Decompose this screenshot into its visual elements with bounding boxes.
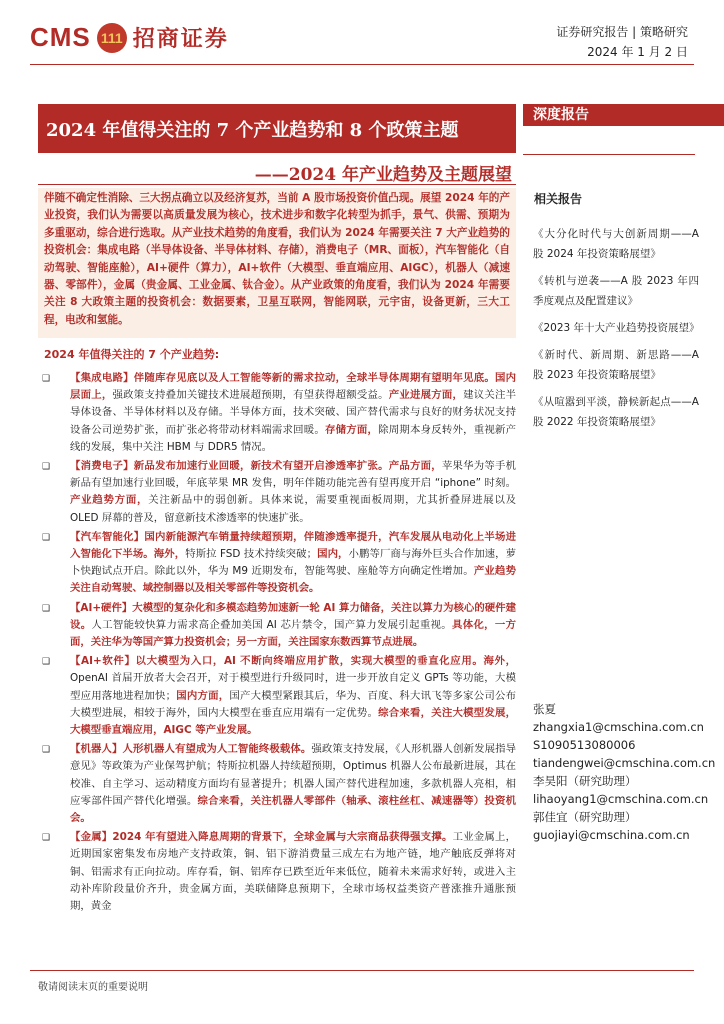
report-title: 2024 年值得关注的 7 个产业趋势和 8 个政策主题 [46, 120, 459, 141]
subtitle-divider [38, 184, 516, 185]
report-category: 证券研究报告 | 策略研究 [556, 25, 688, 39]
footer-divider [30, 970, 694, 971]
trend-item-consumer-electronics [38, 458, 516, 527]
related-report-link[interactable]: 《转机与逆袭——A 股 2023 年四季度观点及配置建议》 [533, 275, 699, 307]
trend-body: 强政策支持叠加关键技术进展超预期，有望获得超额受益。 [112, 389, 389, 402]
trend-body: 苹果华为等手机新品有望加速行业回暖，年底苹果 MR 发售，明年伴随功能完善有望再度开启 “iphone” 时刻。 [70, 460, 516, 490]
trend-emphasis: 产业趋势关注自动驾驶、域控制器以及相关零部件等投资机会。 [70, 565, 517, 595]
related-report-link[interactable]: 《新时代、新周期、新思路——A 股 2023 年投资策略展望》 [533, 349, 699, 381]
trend-body: 强政策支持发展，《人形机器人创新发展指导意见》等政策为产业保驾护航；特斯拉机器人持续超预期，Optimus 机器人公布最新进展，其在校准、自主学习、运动精度方面均有显著提升；机器人国产替代进程加速，多款机器人亮相，相应零部件国产替代化增强。 [70, 743, 516, 807]
trend-item-ai-hardware [38, 600, 516, 652]
analyst-email[interactable]: zhangxia1@cmschina.com.cn [533, 720, 704, 734]
trend-body: 特斯拉 FSD 技术持续突破； [185, 548, 318, 561]
trend-body: 关注新品中的弱创新。具体来说，需要重视面板周期，尤其折叠屏进展以及 OLED 屏幕的普及，留意新技术渗透率的快速扩张。 [70, 494, 516, 524]
checkbox-bullet-icon: ❑ [42, 462, 51, 473]
checkbox-bullet-icon: ❑ [42, 833, 51, 844]
trend-heading: 【集成电路】伴随库存见底以及人工智能等新的需求拉动，全球半导体周期有望明年见底。国内层面上， [70, 372, 516, 402]
analyst-name: 郭佳宜（研究助理） [533, 810, 637, 824]
trend-body: 工业金属上，近期国家密集发布房地产支持政策，铜、铝下游消费量三成左右为地产链，地产触底反弹将对铜、铝需求有正向拉动。库存看，铜、铝库存已跌至近年来低位，随着未来需求好转，或进入主动补库阶段量价齐升，贵金属方面，美联储降息预期下，全球市场权益类资产普涨推升通胀预期，黄金 [70, 831, 516, 913]
trend-body: 除周期本身反转外，重视新产线的发展，集中关注 HBM 与 DDR5 情况。 [70, 423, 517, 453]
footer-note: 敬请阅读末页的重要说明 [38, 982, 148, 993]
trend-body: 人工智能较快算力需求高企叠加美国 AI 芯片禁令，国产算力发展引起重视。 [91, 618, 453, 631]
report-subtitle: ——2024 年产业趋势及主题展望 [254, 165, 512, 185]
checkbox-bullet-icon: ❑ [42, 745, 51, 756]
trend-body: 建议关注半导体设备、半导体材料以及存储。半导体方面，技术突破、国产替代需求与良好的财务状况支持设备公司逆势扩张，而扩张必将带动材料端需求回暖。 [70, 389, 517, 436]
analyst-email[interactable]: lihaoyang1@cmschina.com.cn [533, 792, 709, 806]
related-report-link[interactable]: 《大分化时代与大创新周期——A 股 2024 年投资策略展望》 [533, 228, 699, 260]
title-divider [38, 152, 516, 153]
trend-item-ai-software [38, 653, 516, 739]
trend-emphasis: 产业趋势方面， [70, 494, 149, 507]
logo-emblem-icon: 111 [97, 23, 127, 53]
analyst-license: S1090513080006 [533, 738, 636, 752]
related-report-link[interactable]: 《2023 年十大产业趋势投资展望》 [533, 322, 700, 334]
related-reports-title: 相关报告 [534, 192, 583, 206]
checkbox-bullet-icon: ❑ [42, 532, 51, 543]
related-reports-list [533, 224, 699, 439]
trend-body: 国产大模型紧跟其后，华为、百度、科大讯飞等多家公司公布大模型进展，相较于海外，国内大模型在垂直应用端有一定优势。 [70, 689, 517, 719]
checkbox-bullet-icon: ❑ [42, 657, 51, 668]
trend-item-robotics [38, 741, 516, 827]
report-date: 2024 年 1 月 2 日 [587, 45, 688, 59]
report-type-label: 深度报告 [533, 107, 589, 123]
analyst-contacts [533, 700, 715, 844]
trend-body: 小鹏等厂商与海外巨头合作加速，萝卜快跑试点开启。除此以外，华为 M9 近期发布，智能驾驶、座舱等方向确定性增加。 [70, 548, 517, 578]
analyst-name: 李昊阳（研究助理） [533, 774, 637, 788]
analyst-name: 张夏 [533, 702, 556, 716]
sidebar-divider [523, 154, 695, 155]
trend-emphasis: 具体化，一方面，关注华为等国产算力投资机会；另一方面，关注国家东数西算节点进展。 [70, 618, 517, 649]
trend-emphasis: 产业进展方面， [388, 389, 464, 402]
trend-heading: 【汽车智能化】国内新能源汽车销量持续超预期，伴随渗透率提升，汽车发展从电动化上半场进入智能化下半场。海外， [70, 530, 516, 561]
header-divider [30, 64, 694, 65]
trend-emphasis: 国内， [317, 548, 349, 561]
related-report-link[interactable]: 《从喧嚣到平淡，静候新起点——A 股 2022 年投资策略展望》 [533, 396, 699, 428]
trend-heading: 【金属】2024 年有望进入降息周期的背景下，全球金属与大宗商品获得强支撑。 [70, 831, 453, 844]
trend-emphasis: 国内方面， [176, 689, 230, 702]
analyst-email[interactable]: tiandengwei@cmschina.com.cn [533, 756, 716, 770]
header-meta [556, 22, 688, 62]
trend-heading: 【机器人】人形机器人有望成为人工智能终极载体。 [70, 743, 312, 756]
trend-body: OpenAI 首届开放者大会召开，对于模型进行升级同时，进一步开放自定义 GPTs 等功能，大模型应用落地进程加快； [70, 672, 516, 702]
company-logo [30, 22, 229, 53]
trend-emphasis: 综合来看，关注大模型发展，大模型垂直端应用，AIGC 等产业发展。 [70, 706, 517, 737]
analyst-email[interactable]: guojiayi@cmschina.com.cn [533, 828, 690, 842]
trend-item-auto-intelligence [38, 529, 516, 598]
trend-item-ic [38, 370, 516, 456]
checkbox-bullet-icon: ❑ [42, 374, 51, 384]
trend-item-metals [38, 829, 516, 915]
checkbox-bullet-icon: ❑ [42, 603, 51, 614]
logo-latin: CMS [30, 22, 91, 52]
trend-heading: 【AI+硬件】大模型的复杂化和多模态趋势加速新一轮 AI 算力储备，关注以算力为核心的硬件建设。 [70, 601, 516, 631]
summary-paragraph: 伴随不确定性消除、三大拐点确立以及经济复苏，当前 A 股市场投资价值凸现。展望 2024 年的产业投资，我们认为需要以高质量发展为核心，技术进步和数字化转型为抓手，景气、供需、预期为多重驱动，综合进行选取。从产业技术趋势的角度看，我们认为 2024 年需要关注 7 大产业趋势的投资机会：集成电路（半导体设备、半导体材料、存储），消费电子（MR、面板），汽车智能化（自动驾驶、智能座舱），AI+硬件（算力），AI+软件（大模型、垂直端应用、AIGC），机器人（减速器、零部件），金属（贵金属、工业金属、钛合金）。从产业政策的角度看，我们认为 2024 年需要关注 8 大政策主题的投资机会：数据要素，卫星互联网，智能网联，元宇宙，设备更新，三大工程，电改和氢能。 [44, 192, 510, 326]
trend-heading: 【消费电子】新品发布加速行业回暖，新技术有望开启渗透率扩张。产品方面， [70, 460, 442, 473]
trends-heading: 2024 年值得关注的 7 个产业趋势: [44, 348, 220, 361]
trend-emphasis: 存储方面， [325, 423, 379, 436]
trend-heading: 【AI+软件】以大模型为入口，AI 不断向终端应用扩散，实现大模型的垂直化应用。海外， [70, 655, 516, 668]
logo-chinese: 招商证券 [132, 26, 229, 52]
trend-list [38, 370, 516, 917]
trend-emphasis: 综合来看，关注机器人零部件（轴承、滚柱丝杠、减速器等）投资机会。 [70, 794, 517, 825]
